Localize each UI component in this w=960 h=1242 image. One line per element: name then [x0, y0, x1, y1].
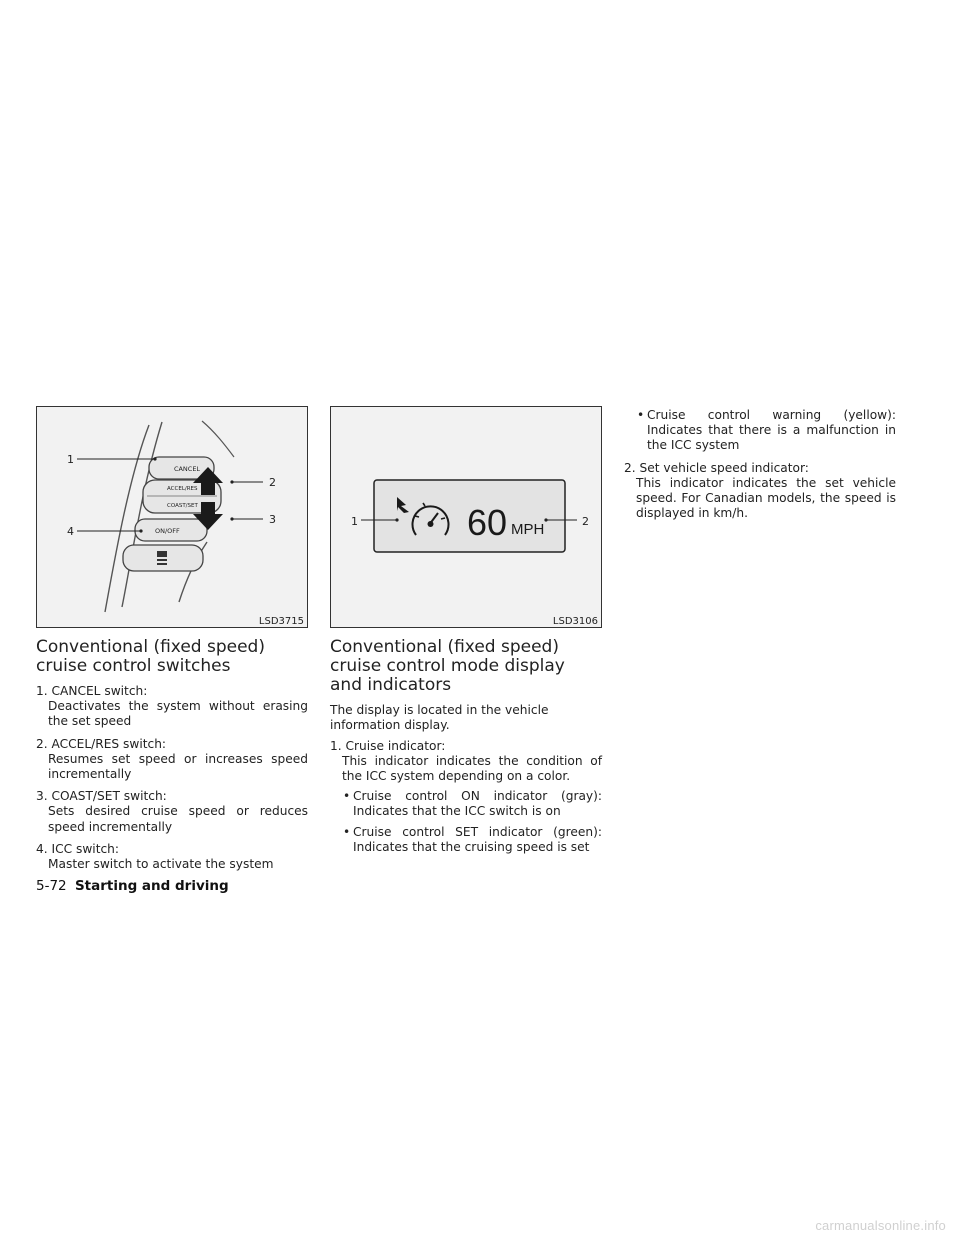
cruise-switches-figure: [36, 406, 308, 628]
sub-bullet-list: [624, 408, 896, 454]
bullet-icon: •: [343, 788, 351, 803]
right-column: [624, 406, 896, 528]
list-item-continued: [624, 408, 896, 454]
bullet-icon: •: [343, 825, 351, 840]
item-description: This indicator indicates the set vehicle speed. For Canadian models, the speed is displayed in km/h.: [636, 475, 896, 521]
list-item: [36, 789, 308, 835]
item-description: This indicator indicates the condition of the ICC system depending on a color.: [342, 754, 602, 784]
item-description: Master switch to activate the system: [48, 857, 274, 872]
callout-number-1: 1: [351, 515, 358, 528]
cruise-display-illustration: [331, 407, 601, 627]
figure-code: LSD3715: [258, 616, 304, 627]
section-heading: Conventional (fixed speed) cruise control switches: [36, 637, 265, 676]
page-number: 5-72: [36, 878, 67, 894]
callout-number-4: 4: [67, 525, 74, 538]
item-title: 2. ACCEL/RES switch:: [36, 736, 167, 751]
wheel-rim: [202, 421, 234, 457]
cruise-display-figure: [330, 406, 602, 628]
section-title: Starting and driving: [74, 878, 229, 894]
sub-bullet-item: [342, 825, 602, 855]
callout-number-2: 2: [269, 476, 276, 489]
sub-bullet-text: Cruise control warning (yellow): Indicates that there is a malfunction in the ICC system: [647, 408, 896, 453]
item-description: Deactivates the system without erasing the set speed: [48, 699, 308, 729]
left-column: [36, 406, 308, 879]
list-item: [36, 684, 308, 730]
item-title: 1. CANCEL switch:: [36, 684, 148, 698]
item-description: Sets desired cruise speed or reduces speed incrementally: [48, 804, 308, 834]
callout-number-3: 3: [269, 513, 276, 526]
indicator-list-continued: [624, 408, 896, 521]
middle-column: [330, 406, 602, 862]
switch-list: [36, 684, 308, 872]
intro-paragraph: The display is located in the vehicle information display.: [330, 703, 549, 732]
accel-res-switch-label: ACCEL/RES: [167, 486, 198, 492]
sub-bullet-item: [342, 789, 602, 819]
page-footer: [36, 878, 229, 894]
cancel-switch-label: CANCEL: [173, 465, 201, 473]
item-title: 2. Set vehicle speed indicator:: [624, 460, 809, 475]
sub-bullet-item: [636, 408, 896, 454]
item-title: 4. ICC switch:: [36, 841, 120, 856]
distance-button-shape: [123, 545, 203, 571]
callout-number-1: 1: [67, 453, 74, 466]
on-off-switch-label: ON/OFF: [155, 527, 180, 535]
item-description: Resumes set speed or increases speed incrementally: [48, 751, 308, 782]
list-item: [624, 461, 896, 522]
item-title: 1. Cruise indicator:: [330, 739, 446, 753]
list-item: [36, 842, 308, 872]
figure-code: LSD3106: [552, 616, 598, 627]
sub-bullet-text: Cruise control ON indicator (gray): Indicates that the ICC switch is on: [353, 788, 602, 818]
bullet-icon: •: [637, 408, 645, 422]
indicator-list: [330, 739, 602, 855]
callout-number-2: 2: [582, 515, 589, 528]
speed-unit: MPH: [511, 521, 545, 538]
list-item: [36, 737, 308, 783]
spoke-outline: [122, 422, 162, 607]
watermark: carmanualsonline.info: [815, 1218, 946, 1233]
item-title: 3. COAST/SET switch:: [36, 789, 167, 804]
coast-set-switch-label: COAST/SET: [167, 503, 198, 509]
list-item: [330, 739, 602, 855]
sub-bullet-text: Cruise control SET indicator (green): Indicates that the cruising speed is set: [353, 825, 602, 855]
section-heading: Conventional (fixed speed) cruise control mode display and indicators: [330, 637, 565, 695]
cruise-switches-illustration: [37, 407, 307, 627]
speed-value: 60: [467, 502, 508, 543]
sub-bullet-list: [330, 789, 602, 856]
